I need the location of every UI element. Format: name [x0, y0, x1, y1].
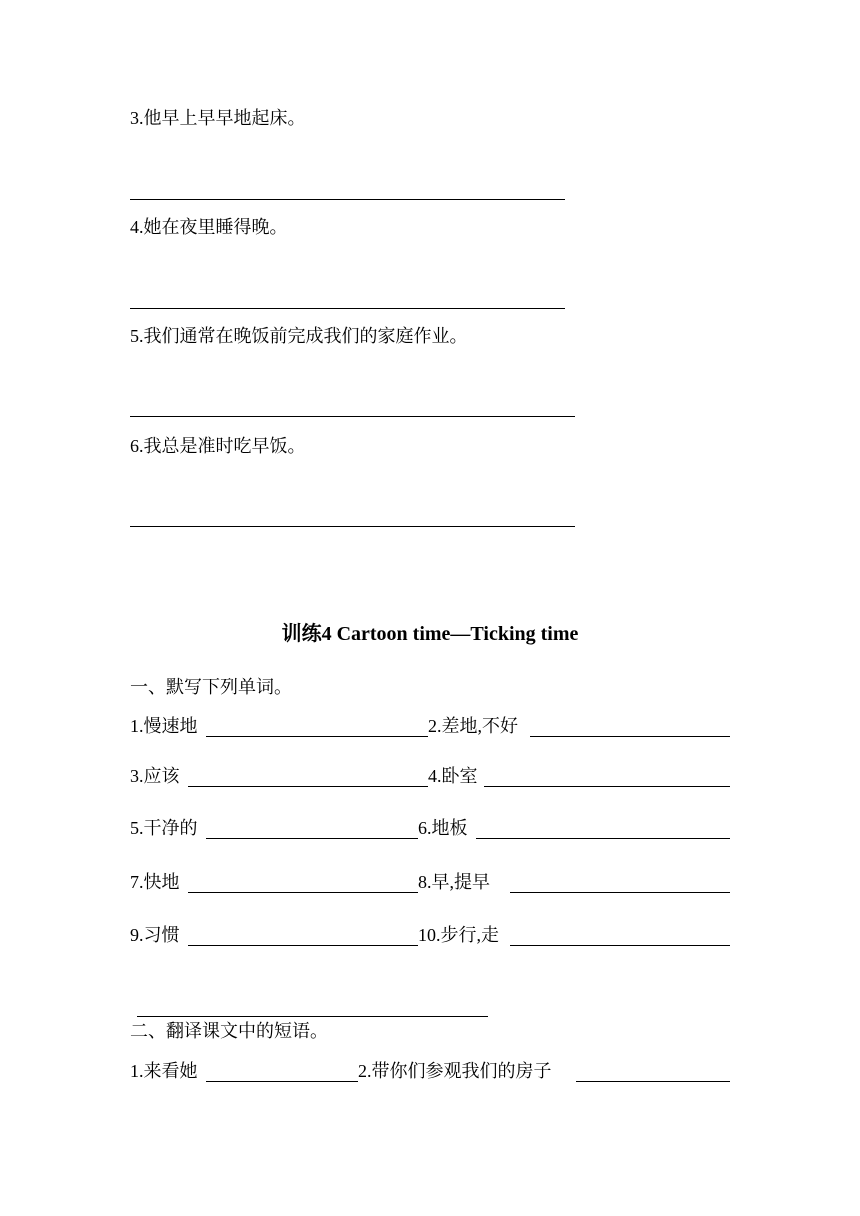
word-row-1: [130, 715, 730, 739]
word-label-1: 1.慢速地: [130, 716, 198, 736]
answer-line-3[interactable]: [130, 199, 565, 200]
word-row-4: [130, 871, 730, 895]
sentence-prompt-5: 5.我们通常在晚饭前完成我们的家庭作业。: [130, 326, 468, 346]
phrase-label-1: 1.来看她: [130, 1061, 198, 1081]
phrase-blank-1[interactable]: [206, 1081, 358, 1082]
word-blank-8[interactable]: [510, 892, 730, 893]
word-blank-9[interactable]: [188, 945, 418, 946]
part2-heading: 二、翻译课文中的短语。: [130, 1021, 328, 1041]
phrase-row-1: [130, 1060, 730, 1084]
answer-line-5[interactable]: [130, 416, 575, 417]
word-blank-10[interactable]: [510, 945, 730, 946]
answer-line-4[interactable]: [130, 308, 565, 309]
sentence-prompt-4: 4.她在夜里睡得晚。: [130, 217, 288, 237]
word-blank-3[interactable]: [188, 786, 428, 787]
phrase-blank-2[interactable]: [576, 1081, 730, 1082]
word-row-3: [130, 817, 730, 841]
answer-line-6[interactable]: [130, 526, 575, 527]
word-label-4: 4.卧室: [428, 766, 478, 786]
word-blank-1[interactable]: [206, 736, 428, 737]
word-label-8: 8.早,提早: [418, 872, 490, 892]
phrase-label-2: 2.带你们参观我们的房子: [358, 1061, 552, 1081]
sentence-prompt-3: 3.他早上早早地起床。: [130, 108, 306, 128]
word-label-3: 3.应该: [130, 766, 180, 786]
word-row-5: [130, 924, 730, 948]
word-blank-6[interactable]: [476, 838, 730, 839]
part1-heading: 一、默写下列单词。: [130, 677, 292, 697]
word-blank-2[interactable]: [530, 736, 730, 737]
word-label-5: 5.干净的: [130, 818, 198, 838]
divider-line: [137, 1016, 488, 1017]
word-label-2: 2.差地,不好: [428, 716, 518, 736]
sentence-prompt-6: 6.我总是准时吃早饭。: [130, 436, 306, 456]
word-blank-5[interactable]: [206, 838, 418, 839]
section-title: 训练4 Cartoon time—Ticking time: [281, 623, 579, 645]
word-label-10: 10.步行,走: [418, 925, 499, 945]
word-row-2: [130, 765, 730, 789]
word-label-6: 6.地板: [418, 818, 468, 838]
word-label-7: 7.快地: [130, 872, 180, 892]
word-blank-7[interactable]: [188, 892, 418, 893]
word-label-9: 9.习惯: [130, 925, 180, 945]
word-blank-4[interactable]: [484, 786, 730, 787]
